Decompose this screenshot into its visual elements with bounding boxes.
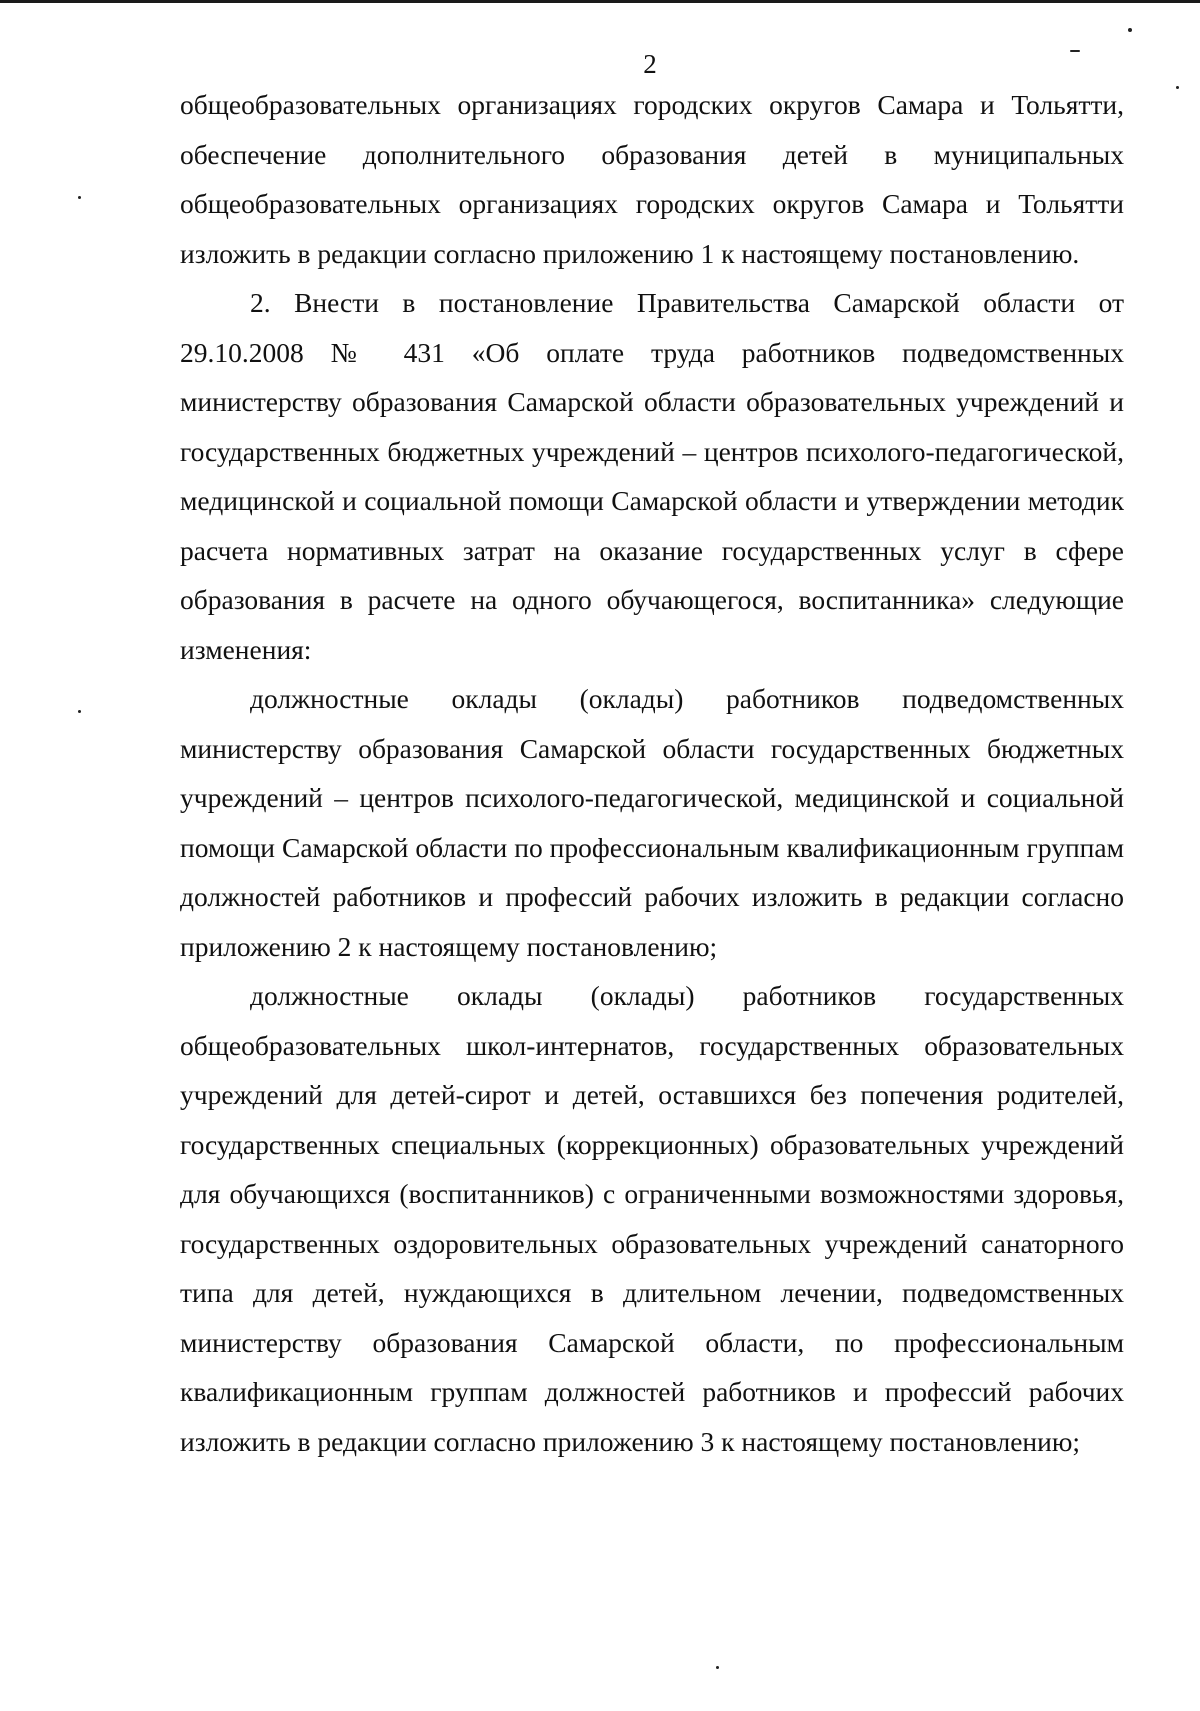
scan-speck (1176, 86, 1179, 89)
scan-edge-line (0, 0, 1200, 3)
paragraph-salary-centers: должностные оклады (оклады) работников подведомственных министерству образования Самарской области государственных бюджетных учреждений – центров психолого-педагогической, медицинской и социальной помощи Самарской области по профессиональным квалификационным группам должностей работников и профессий рабочих изложить в редакции согласно приложению 2 к настоящему постановлению; (180, 683, 1124, 962)
scan-speck (1128, 28, 1132, 32)
page-number: 2 (643, 49, 657, 79)
paragraph-salary-schools: должностные оклады (оклады) работников государственных общеобразовательных школ-интернатов, государственных образовательных учреждений для детей-сирот и детей, оставшихся без попечения родителей, государственных специальных (коррекционных) образовательных учреждений для обучающихся (воспитанников) с ограниченными возможностями здоровья, государственных оздоровительных образовательных учреждений санаторного типа для детей, нуждающихся в длительном лечении, подведомственных министерству образования Самарской области, по профессиональным квалификационным группам должностей работников и профессий рабочих изложить в редакции согласно приложению 3 к настоящему постановлению; (180, 980, 1124, 1457)
paragraph-continuation: общеобразовательных организациях городских округов Самара и Тольятти, обеспечение дополнительного образования детей в муниципальных общеобразовательных организациях городских округов Самара и Тольятти изложить в редакции согласно приложению 1 к настоящему постановлению. (180, 89, 1124, 269)
document-body (180, 80, 1124, 1466)
scan-speck (78, 710, 81, 713)
scan-speck (716, 1666, 719, 1669)
paragraph-item-2: 2. Внести в постановление Правительства Самарской области от 29.10.2008 № 431 «Об оплате труда работников подведомственных министерству образования Самарской области образовательных учреждений и государственных бюджетных учреждений – центров психолого-педагогической, медицинской и социальной помощи Самарской области и утверждении методик расчета нормативных затрат на оказание государственных услуг в сфере образования в расчете на одного обучающегося, воспитанника» следующие изменения: (180, 287, 1124, 665)
scan-speck (78, 196, 81, 199)
